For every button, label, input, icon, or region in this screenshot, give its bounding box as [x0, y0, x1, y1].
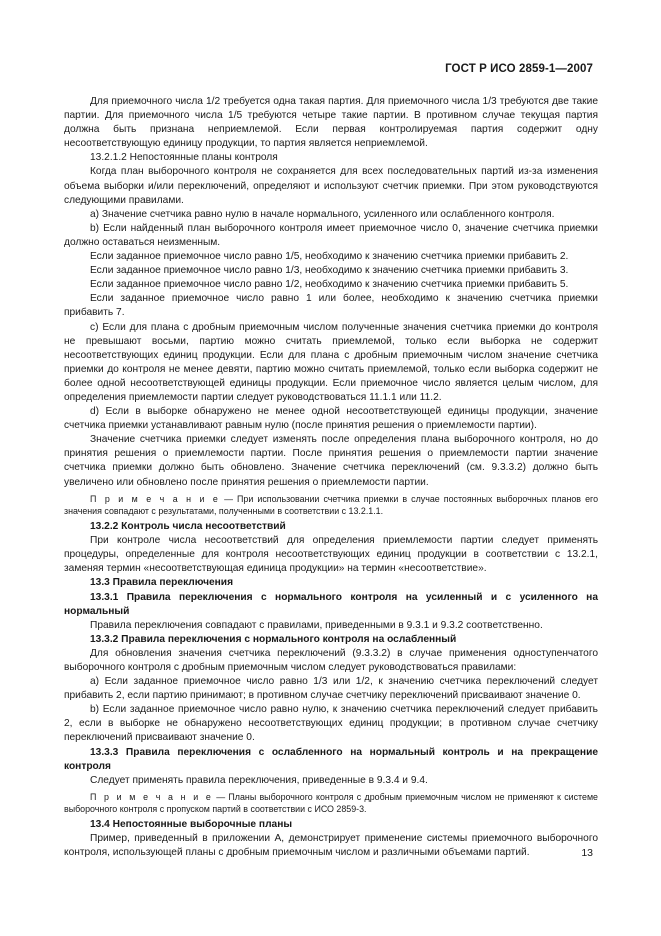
section-heading: 13.3 Правила переключения	[90, 577, 234, 589]
paragraph: c) Если для плана с дробным приемочным числом полученные значения счетчика приемки до контроля не превышают восьми, партию можно считать приемлемой, только если выборка не содержит несоответствующих единиц продукции. Если для плана с дробным приемочным числом значение счетчика приемки до контроля не менее девяти, партию можно считать приемлемой, только если выборка содержит не более одной несоответствующей единицы продукции. Если приемочное число является целым числом, для определения приемлемости партии следует руководствоваться 11.1.1 или 11.2.	[64, 321, 598, 403]
section-heading: 13.3.2 Правила переключения с нормального контроля на ослабленный	[90, 633, 457, 645]
paragraph: Правила переключения совпадают с правилами, приведенными в 9.3.1 и 9.3.2 соответственно.	[90, 619, 543, 631]
paragraph: Если заданное приемочное число равно 1 или более, необходимо к значению счетчика приемки прибавить 7.	[64, 293, 598, 319]
note-paragraph	[64, 493, 598, 517]
paragraph: b) Если найденный план выборочного контроля имеет приемочное число 0, значение счетчика приемки должно оставаться неизменным.	[64, 222, 598, 248]
paragraph: Если заданное приемочное число равно 1/5, необходимо к значению счетчика приемки прибавить 2.	[90, 251, 569, 263]
paragraph: Если заданное приемочное число равно 1/2, необходимо к значению счетчика приемки прибавить 5.	[90, 279, 569, 291]
paragraph: Следует применять правила переключения, приведенные в 9.3.4 и 9.4.	[90, 774, 428, 786]
section-heading: 13.3.1 Правила переключения с нормального контроля на усиленный и с усиленного на нормальный	[64, 591, 598, 617]
page-header: ГОСТ Р ИСО 2859-1—2007	[445, 63, 593, 75]
note-label: П р и м е ч а н и е	[90, 791, 213, 802]
paragraph: При контроле числа несоответствий для определения приемлемости партии следует применять процедуры, определенные для контроля несоответствующих единиц продукции в соответствии с 13.2.1, заменяя термин «несоответствующая единица продукции» на термин «несоответствие».	[64, 535, 598, 575]
section-heading: 13.3.3 Правила переключения с ослабленного на нормальный контроль и на прекращение контроля	[64, 746, 598, 772]
note-label: П р и м е ч а н и е	[90, 493, 221, 504]
document-body	[64, 95, 598, 861]
paragraph: Значение счетчика приемки следует изменять после определения плана выборочного контроля, но до принятия решения о приемлемости партии. После принятия решения о приемлемости партии значение счетчика приемки должно быть обновлено. Значение счетчика переключений (см. 9.3.3.2) должно быть увеличено или обновлено после принятия решения о приемлемости партии.	[64, 434, 598, 488]
paragraph: Для обновления значения счетчика переключений (9.3.3.2) в случае применения одноступенчатого выборочного контроля с дробным приемочным числом следует руководствоваться правилами:	[64, 647, 598, 673]
paragraph: a) Если заданное приемочное число равно 1/3 или 1/2, к значению счетчика переключений следует прибавить 2, если партию принимают; в противном случае счетчику переключений присваивают значение 0.	[64, 676, 598, 702]
paragraph: Когда план выборочного контроля не сохраняется для всех последовательных партий из-за изменения объема выборки и/или переключений, определяют и используют счетчик приемки. При этом руководствуются следующими правилами.	[64, 166, 598, 206]
paragraph: d) Если в выборке обнаружено не менее одной несоответствующей единицы продукции, значение счетчика приемки устанавливают равным нулю (после принятия решения о приемлемости партии).	[64, 406, 598, 432]
paragraph: 13.2.1.2 Непостоянные планы контроля	[90, 152, 278, 164]
paragraph: b) Если заданное приемочное число равно нулю, к значению счетчика переключений следует прибавить 2, если в выборке не обнаружено несоответствующих единиц продукции; в противном случае счетчику переключений присваивают значение 0.	[64, 704, 598, 744]
note-paragraph	[64, 791, 598, 815]
page-number: 13	[581, 847, 593, 859]
paragraph: Пример, приведенный в приложении А, демонстрирует применение системы приемочного выборочного контроля, использующей планы с дробным приемочным числом и различными объемами партий.	[64, 833, 598, 859]
section-heading: 13.2.2 Контроль числа несоответствий	[90, 521, 286, 533]
paragraph: Для приемочного числа 1/2 требуется одна такая партия. Для приемочного числа 1/3 требуются две такие партии. Для приемочного числа 1/5 требуются четыре такие партии. В противном случае текущая партия должна быть признана неприемлемой. Если первая контролируемая партия содержит одну несоответствующую единицу продукции, то партия является неприемлемой.	[64, 96, 598, 150]
paragraph: a) Значение счетчика равно нулю в начале нормального, усиленного или ослабленного контроля.	[90, 208, 555, 220]
note-text: — Планы выборочного контроля с дробным приемочным числом не применяют к системе выборочного контроля с пропуском партий в соответствии с ИСО 2859-3.	[64, 791, 598, 815]
note-text: — При использовании счетчика приемки в случае постоянных выборочных планов его значения совпадают с результатами, полученными в соответствии с 13.2.1.1.	[64, 493, 598, 516]
paragraph: Если заданное приемочное число равно 1/3, необходимо к значению счетчика приемки прибавить 3.	[90, 265, 569, 277]
section-heading: 13.4 Непостоянные выборочные планы	[90, 819, 293, 831]
